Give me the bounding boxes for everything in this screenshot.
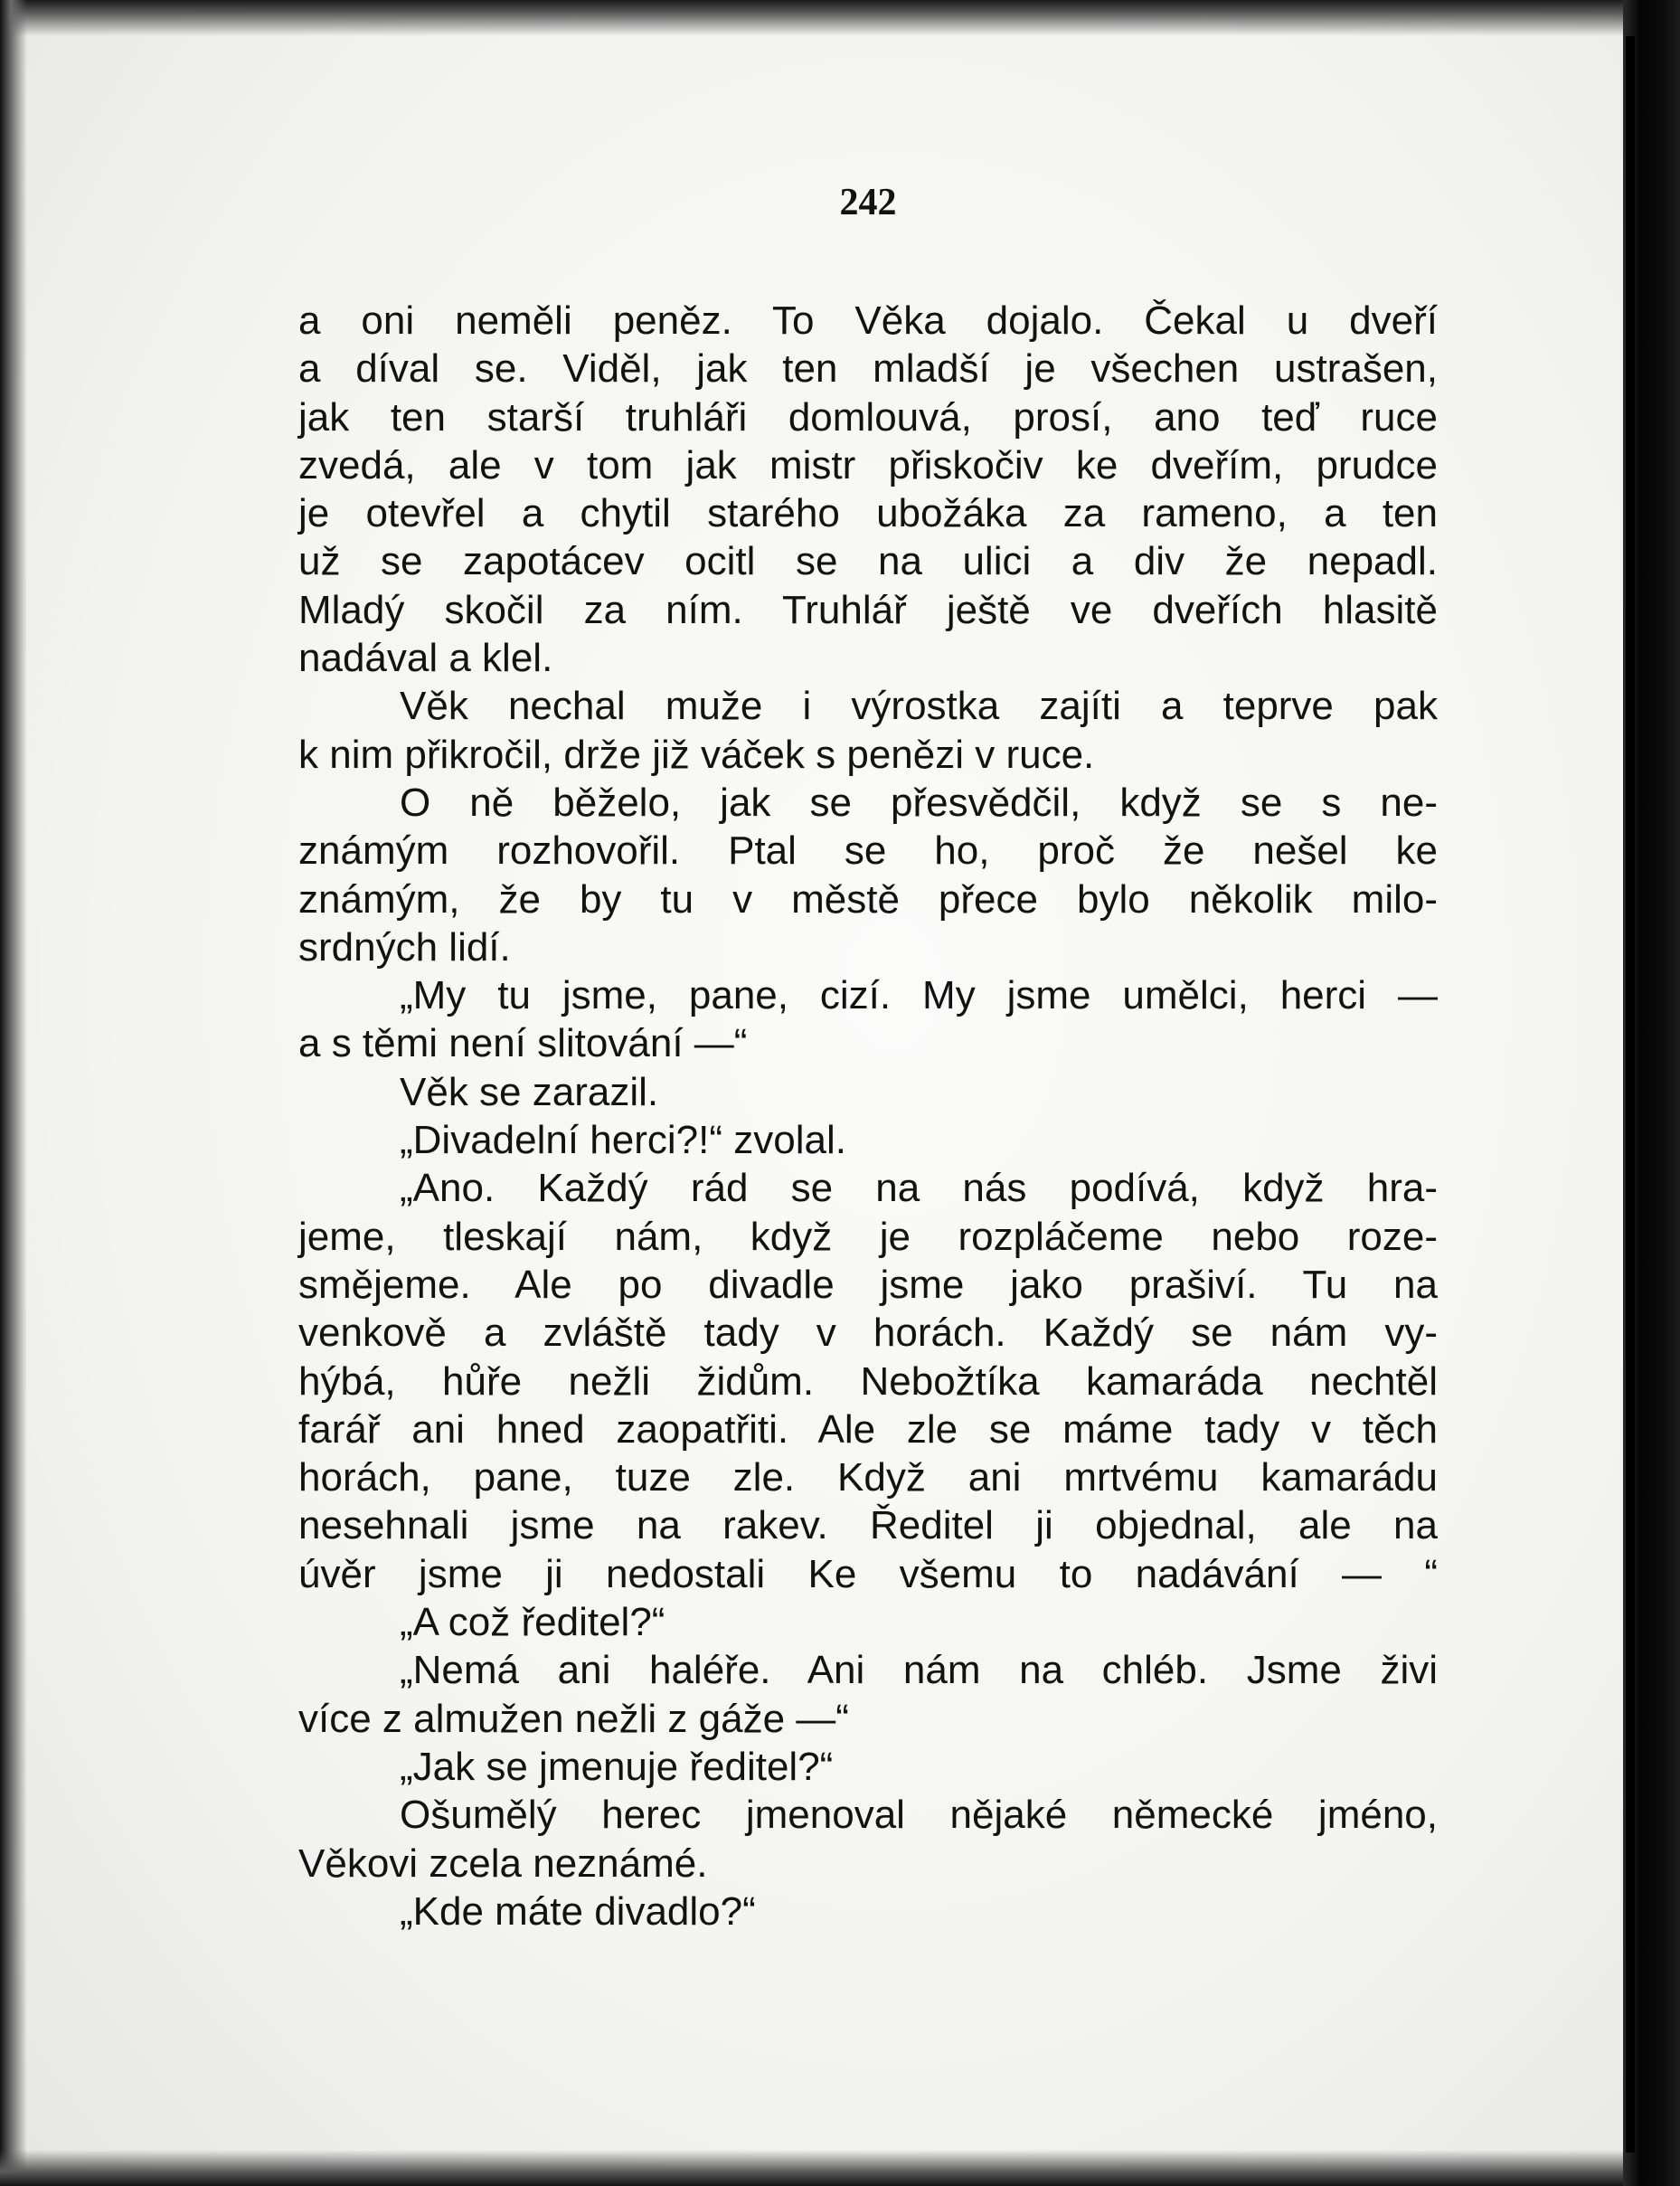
scan-edge-left bbox=[0, 0, 27, 2186]
text-line: jak ten starší truhláři domlouvá, prosí, ano teď ruce bbox=[298, 394, 1438, 440]
text-line: „Nemá ani haléře. Ani nám na chléb. Jsme živi bbox=[400, 1648, 1438, 1693]
text-line: je otevřel a chytil starého ubožáka za rameno, a ten bbox=[298, 491, 1438, 536]
scan-edge-top bbox=[0, 0, 1623, 36]
text-line: nesehnali jsme na rakev. Ředitel ji objednal, ale na bbox=[298, 1503, 1438, 1548]
text-line: úvěr jsme ji nedostali Ke všemu to nadávání — “ bbox=[298, 1551, 1438, 1596]
text-line: farář ani hned zaopatřiti. Ale zle se máme tady v těch bbox=[298, 1406, 1438, 1452]
text-line: O ně běželo, jak se přesvědčil, když se s ne- bbox=[400, 780, 1438, 825]
text-line: horách, pane, tuze zle. Když ani mrtvému kamarádu bbox=[298, 1455, 1438, 1500]
body-text bbox=[298, 297, 1438, 1935]
text-line: a oni neměli peněz. To Věka dojalo. Čekal u dveří bbox=[298, 298, 1438, 343]
text-line: „Ano. Každý rád se na nás podívá, když hra- bbox=[400, 1166, 1438, 1211]
text-line: „Kde máte divadlo?“ bbox=[400, 1888, 756, 1934]
text-line: „Divadelní herci?!“ zvolal. bbox=[400, 1118, 846, 1163]
text-line: už se zapotácev ocitl se na ulici a div že nepadl. bbox=[298, 539, 1438, 584]
text-line: Ošumělý herec jmenoval nějaké německé jméno, bbox=[400, 1793, 1438, 1838]
text-line: a díval se. Viděl, jak ten mladší je všechen ustrašen, bbox=[298, 346, 1438, 392]
text-line: smějeme. Ale po divadle jsme jako prašiví. Tu na bbox=[298, 1262, 1438, 1307]
text-line: „My tu jsme, pane, cizí. My jsme umělci, herci — bbox=[400, 973, 1438, 1018]
text-line: „A což ředitel?“ bbox=[400, 1600, 665, 1645]
text-line: „Jak se jmenuje ředitel?“ bbox=[400, 1744, 834, 1789]
scan-edge-bottom bbox=[0, 2150, 1623, 2186]
text-line: srdných lidí. bbox=[298, 924, 511, 970]
text-line: hýbá, hůře nežli židům. Nebožtíka kamaráda nechtěl bbox=[298, 1358, 1438, 1404]
text-line: zvedá, ale v tom jak mistr přiskočiv ke dveřím, prudce bbox=[298, 442, 1438, 487]
text-line: známým, že by tu v městě přece bylo několik milo- bbox=[298, 876, 1438, 922]
text-line: k nim přikročil, drže již váček s penězi v ruce. bbox=[298, 732, 1095, 777]
text-line: nadával a klel. bbox=[298, 636, 553, 681]
text-line: jeme, tleskají nám, když je rozpláčeme nebo roze- bbox=[298, 1214, 1438, 1259]
text-line: více z almužen nežli z gáže —“ bbox=[298, 1696, 849, 1741]
text-line: Mladý skočil za ním. Truhlář ještě ve dveřích hlasitě bbox=[298, 587, 1438, 632]
binding-shadow bbox=[1626, 36, 1635, 2153]
page-number: 242 bbox=[839, 182, 897, 223]
text-line: venkově a zvláště tady v horách. Každý se nám vy- bbox=[298, 1311, 1438, 1356]
text-line: Věkovi zcela neznámé. bbox=[298, 1841, 708, 1886]
text-line: Věk nechal muže i výrostka zajíti a teprve pak bbox=[400, 684, 1438, 729]
text-line: známým rozhovořil. Ptal se ho, proč že nešel ke bbox=[298, 828, 1438, 874]
text-line: a s těmi není slitování —“ bbox=[298, 1021, 748, 1066]
text-line: Věk se zarazil. bbox=[400, 1069, 659, 1114]
